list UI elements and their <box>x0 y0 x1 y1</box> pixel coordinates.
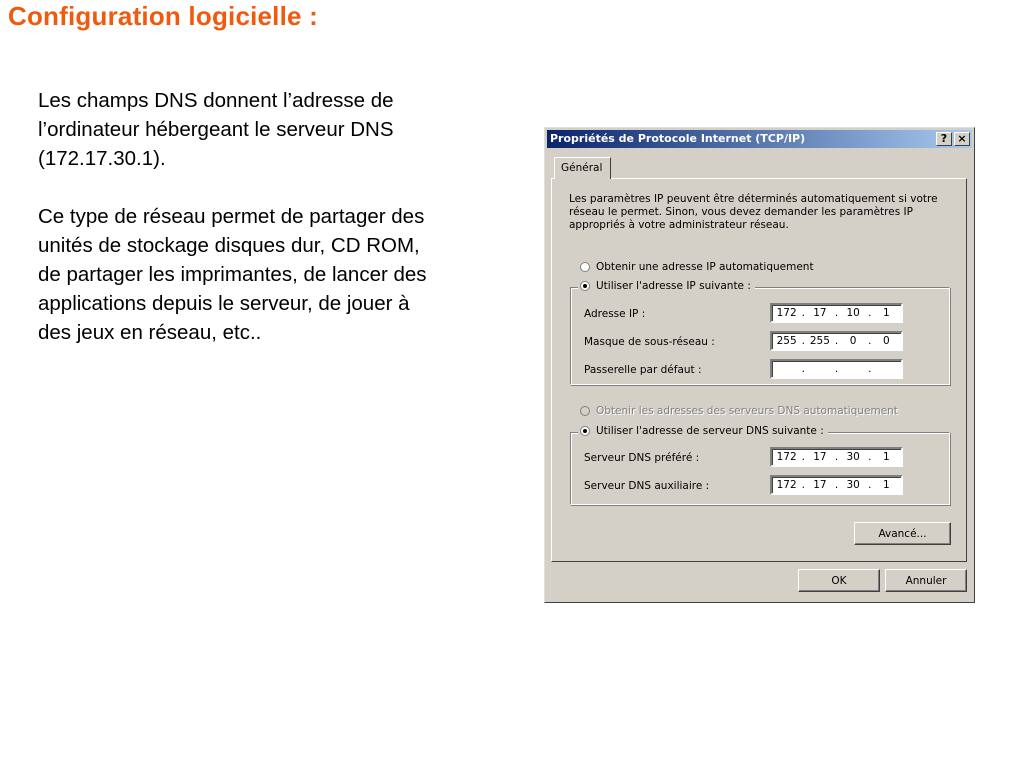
tab-general[interactable] <box>554 157 611 179</box>
dns-manual-option[interactable] <box>578 425 828 437</box>
tcpip-properties-dialog <box>544 127 975 603</box>
preferred-dns-input[interactable]: 172 . 17 . 30 . 1 <box>770 447 903 467</box>
dns-manual-label: Utiliser l'adresse de serveur DNS suivante : <box>596 425 824 437</box>
subnet-mask-input[interactable]: 255 . 255 . 0 . 0 <box>770 331 903 351</box>
ip-manual-label: Utiliser l'adresse IP suivante : <box>596 280 751 292</box>
default-gateway-input[interactable]: . . . <box>770 359 903 379</box>
dialog-title: Propriétés de Protocole Internet (TCP/IP) <box>550 132 806 145</box>
network-uses-paragraph: Ce type de réseau permet de partager des unités de stockage disques dur, CD ROM, de partager les imprimantes, de lancer des applications depuis le serveur, de jouer à des jeux en réseau, etc.. <box>38 205 427 344</box>
ip-manual-radio[interactable] <box>580 281 590 291</box>
advanced-button[interactable]: Avancé... <box>854 522 951 545</box>
ip-manual-option[interactable] <box>578 280 755 292</box>
default-gateway-label: Passerelle par défaut : <box>584 364 702 376</box>
dns-auto-label: Obtenir les adresses des serveurs DNS automatiquement <box>596 405 898 417</box>
ip-auto-option[interactable] <box>580 261 814 273</box>
alternate-dns-label: Serveur DNS auxiliaire : <box>584 480 710 492</box>
intro-text: Les paramètres IP peuvent être déterminés automatiquement si votre réseau le permet. Sinon, vous devez demander les paramètres IP appropriés à votre administrateur réseau. <box>569 193 938 231</box>
tab-general-label: Général <box>561 162 603 174</box>
alternate-dns-input[interactable]: 172 . 17 . 30 . 1 <box>770 475 903 495</box>
ok-button[interactable]: OK <box>798 569 880 592</box>
dns-auto-radio <box>580 406 590 416</box>
cancel-button[interactable]: Annuler <box>885 569 967 592</box>
close-button[interactable]: × <box>954 132 970 146</box>
help-button[interactable]: ? <box>936 132 952 146</box>
dns-explanation-paragraph: Les champs DNS donnent l’adresse de l’ordinateur hébergeant le serveur DNS (172.17.30.1). <box>38 89 394 170</box>
ip-address-label: Adresse IP : <box>584 308 646 320</box>
dns-manual-radio[interactable] <box>580 426 590 436</box>
subnet-mask-label: Masque de sous-réseau : <box>584 336 715 348</box>
ip-address-input[interactable]: 172 . 17 . 10 . 1 <box>770 303 903 323</box>
dialog-titlebar[interactable] <box>547 130 972 148</box>
preferred-dns-label: Serveur DNS préféré : <box>584 452 700 464</box>
dns-auto-option <box>580 405 898 417</box>
slide-title: Configuration logicielle : <box>8 1 318 31</box>
general-panel <box>551 178 967 562</box>
ip-auto-label: Obtenir une adresse IP automatiquement <box>596 261 814 273</box>
slide-body <box>38 86 528 376</box>
ip-auto-radio[interactable] <box>580 262 590 272</box>
